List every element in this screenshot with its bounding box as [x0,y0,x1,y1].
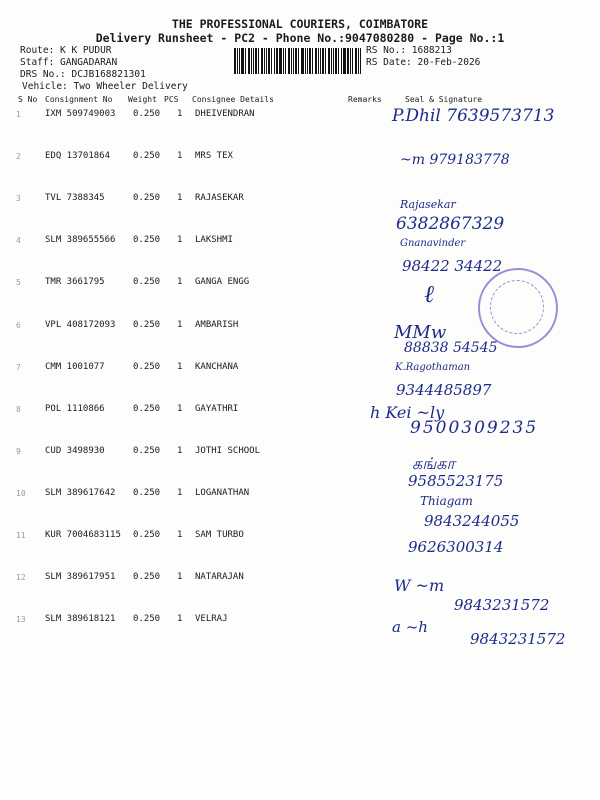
signature-7-phone: 9344485897 [396,381,492,399]
row-weight: 0.250 [133,235,161,246]
row-pcs: 1 [177,530,183,540]
barcode-bar [245,48,246,74]
row-consignment-no: IXM 509749003 [45,109,116,119]
signature-4-name: Gnanavinder [400,238,466,249]
table-row [0,362,600,382]
row-consignee: GANGA ENGG [195,277,250,288]
barcode-bar [268,48,270,74]
barcode-bar [276,48,278,74]
signature-9-name: கங்கா [412,454,455,473]
row-pcs: 1 [177,319,183,330]
signature-5-mark: ℓ [424,280,434,308]
row-pcs: 1 [177,361,183,372]
barcode-bar [350,48,351,74]
row-weight: 0.250 [133,319,161,330]
barcode-bar [239,48,240,74]
row-pcs: 1 [177,193,183,204]
row-sno: 6 [16,320,21,330]
row-pcs: 1 [177,109,183,119]
signature-8-mark: h Kei ~ly [370,403,445,422]
signature-4-phone: 98422 34422 [402,257,503,275]
column-header-weight: Weight [128,95,157,104]
barcode-bar [237,48,238,74]
barcode-bar [255,48,257,74]
row-consignment-no: SLM 389617642 [45,487,116,498]
row-consignment-no: SLM 389618121 [45,614,116,625]
table-row [0,235,600,255]
row-sno: 1 [16,110,21,119]
row-sno: 11 [16,531,26,540]
table-row [0,530,600,550]
row-weight: 0.250 [133,487,161,498]
row-sno: 8 [16,404,21,414]
row-weight: 0.250 [133,277,161,288]
row-sno: 9 [16,446,21,456]
table-row [0,193,600,213]
column-header-pcs: PCS [164,95,179,104]
barcode-bar [328,48,330,74]
row-consignee: VELRAJ [195,614,228,625]
row-consignment-no: TMR 3661795 [45,277,105,288]
barcode-bar [355,48,357,74]
barcode-bar [285,48,286,74]
row-pcs: 1 [177,235,183,246]
row-pcs: 1 [177,445,183,456]
barcode-bar [258,48,259,74]
column-header-sno: S No [18,95,38,104]
barcode-bar [320,48,321,74]
barcode-bar [283,48,284,74]
signature-13-mark: a ~h [392,618,428,636]
row-weight: 0.250 [133,151,161,162]
table-row [0,572,600,592]
company-stamp [478,268,558,348]
barcode-bar [307,48,308,74]
row-weight: 0.250 [133,572,161,583]
row-consignment-no: SLM 389617951 [45,572,116,583]
table-row [0,151,600,171]
row-consignee: SAM TURBO [195,530,244,540]
row-pcs: 1 [177,487,183,498]
row-consignee: GAYATHRI [195,403,239,414]
barcode-bar [333,48,334,74]
signature-12-phone: 9843231572 [454,596,550,614]
signature-8-phone: 9500309235 [410,418,539,438]
signature-6-mark: MMw [394,322,447,343]
row-consignment-no: CUD 3498930 [45,445,105,456]
signature-12-mark: W ~m [394,576,445,595]
barcode-bar [305,48,306,74]
row-pcs: 1 [177,151,183,162]
row-pcs: 1 [177,277,183,288]
barcode-bar [288,48,290,74]
barcode-bar [325,48,326,74]
row-sno: 3 [16,194,21,204]
barcode-bar [279,48,282,74]
barcode-bar [293,48,294,74]
row-weight: 0.250 [133,193,161,204]
row-pcs: 1 [177,572,183,583]
row-consignment-no: SLM 389655566 [45,235,116,246]
column-header-consignee: Consignee Details [192,95,274,104]
signature-11-phone: 9626300314 [408,538,504,556]
barcode-bar [234,48,236,74]
column-header-consignment: Consignment No [45,95,113,104]
signature-13-phone: 9843231572 [470,630,566,648]
row-sno: 4 [16,236,21,246]
row-consignee: JOTHI SCHOOL [195,445,261,456]
barcode-bar [331,48,332,74]
signature-9-phone: 9585523175 [408,472,504,490]
signature-3-phone: 6382867329 [396,214,505,234]
staff: Staff: GANGADARAN [20,57,118,68]
row-pcs: 1 [177,614,183,625]
row-sno: 7 [16,362,21,372]
row-consignee: DHEIVENDRAN [195,109,255,119]
rs-number: RS No.: 1688213 [366,45,452,56]
barcode-bar [291,48,292,74]
row-consignee: MRS TEX [195,151,233,162]
signature-10-name: Thiagam [420,494,473,508]
row-sno: 13 [16,615,26,625]
barcode-bar [347,48,349,74]
barcode-bar [251,48,252,74]
signature-1: P.Dhil 7639573713 [392,106,555,126]
row-weight: 0.250 [133,403,161,414]
row-consignment-no: TVL 7388345 [45,193,105,204]
row-weight: 0.250 [133,361,161,372]
row-consignment-no: VPL 408172093 [45,319,116,330]
barcode-bar [315,48,317,74]
row-weight: 0.250 [133,445,161,456]
company-title: THE PROFESSIONAL COURIERS, COIMBATORE [171,17,429,31]
barcode-bar [264,48,265,74]
row-consignee: KANCHANA [195,361,239,372]
vehicle: Vehicle: Two Wheeler Delivery [22,81,188,92]
barcode-bar [352,48,353,74]
barcode-bar [318,48,319,74]
row-pcs: 1 [177,403,183,414]
barcode-bar [271,48,272,74]
row-consignment-no: EDQ 13701864 [45,151,111,162]
row-sno: 2 [16,152,21,162]
row-weight: 0.250 [133,530,161,540]
barcode-bar [343,48,346,74]
barcode-bar [312,48,313,74]
runsheet-subtitle: Delivery Runsheet - PC2 - Phone No.:9047080280 - Page No.:1 [95,31,505,45]
row-sno: 5 [16,278,21,288]
signature-3-name: Rajasekar [400,198,456,211]
barcode-bar [253,48,254,74]
barcode-bar [338,48,339,74]
row-weight: 0.250 [133,614,161,625]
row-consignee: LOGANATHAN [195,487,250,498]
barcode-bar [298,48,299,74]
barcode-bar [341,48,342,74]
barcode-bar [358,48,359,74]
drs-number: DRS No.: DCJB168821301 [20,69,146,80]
barcode-bar [241,48,244,74]
rs-date: RS Date: 20-Feb-2026 [366,57,481,68]
signature-6-phone: 88838 54545 [404,340,498,356]
barcode-bar [248,48,250,74]
column-header-remarks: Remarks [348,95,382,104]
row-consignment-no: CMM 1001077 [45,361,105,372]
row-consignee: LAKSHMI [195,235,233,246]
row-consignment-no: KUR 7004683115 [45,530,121,540]
barcode-bar [266,48,267,74]
barcode-bar [309,48,311,74]
row-consignee: AMBARISH [195,319,239,330]
barcode-bar [301,48,304,74]
row-consignee: RAJASEKAR [195,193,244,204]
row-consignee: NATARAJAN [195,572,244,583]
signature-2: ~m 979183778 [400,152,510,168]
barcode-bar [360,48,361,74]
column-header-signature: Seal & Signature [405,95,483,104]
barcode-bar [261,48,264,74]
barcode-bar [322,48,325,74]
barcode-bar [295,48,297,74]
row-sno: 12 [16,573,26,583]
table-row [0,488,600,508]
signature-7-name: K.Ragothaman [395,362,471,373]
row-weight: 0.250 [133,109,161,119]
barcode [234,48,362,74]
barcode-bar [274,48,275,74]
route: Route: K K PUDUR [20,45,112,56]
row-sno: 10 [16,488,26,498]
table-row [0,446,600,466]
barcode-bar [335,48,337,74]
row-consignment-no: POL 1110866 [45,403,105,414]
signature-10-phone: 9843244055 [424,512,520,530]
